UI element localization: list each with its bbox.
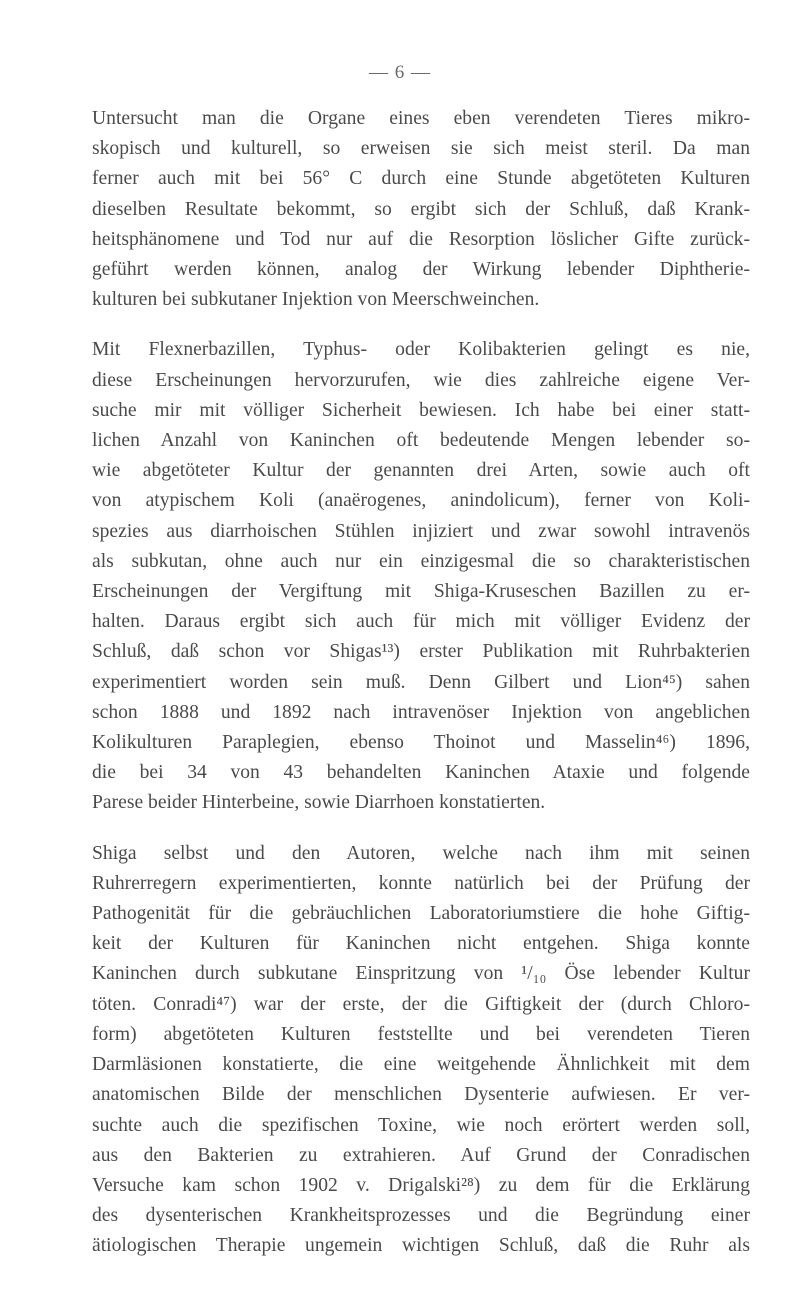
paragraph-1 — [68, 104, 750, 315]
paragraph-2 — [68, 335, 750, 818]
text-line: des dysenterischen Krankheitsprozesses und die Begründung einer — [92, 1205, 750, 1227]
text-line: von atypischem Koli (anaërogenes, anindolicum), ferner von Koli- — [92, 490, 750, 512]
body-text — [68, 104, 750, 1262]
text-line: lichen Anzahl von Kaninchen oft bedeutende Mengen lebender so- — [92, 430, 750, 452]
text-line: ferner auch mit bei 56° C durch eine Stunde abgetöteten Kulturen — [92, 168, 750, 190]
text-line: experimentiert worden sein muß. Denn Gilbert und Lion⁴⁵) sahen — [92, 671, 750, 693]
text-line: geführt werden können, analog der Wirkung lebender Diphtherie- — [92, 259, 750, 281]
text-line: als subkutan, ohne auch nur ein einzigesmal die so charakteristischen — [92, 550, 750, 572]
text-line: keit der Kulturen für Kaninchen nicht entgehen. Shiga konnte — [92, 933, 750, 955]
text-line: Erscheinungen der Vergiftung mit Shiga-Kruseschen Bazillen zu er- — [92, 581, 750, 603]
text-line: suche mir mit völliger Sicherheit bewiesen. Ich habe bei einer statt- — [92, 399, 750, 421]
text-line: Kolikulturen Paraplegien, ebenso Thoinot und Masselin⁴⁶) 1896, — [92, 732, 750, 754]
text-line: Versuche kam schon 1902 v. Drigalski²⁸) zu dem für die Erklärung — [92, 1174, 750, 1196]
text-line: töten. Conradi⁴⁷) war der erste, der die Giftigkeit der (durch Chloro- — [92, 993, 750, 1015]
text-line: ätiologischen Therapie ungemein wichtigen Schluß, daß die Ruhr als — [92, 1235, 750, 1257]
text-line: Darmläsionen konstatierte, die eine weitgehende Ähnlichkeit mit dem — [92, 1054, 750, 1076]
page-number: — 6 — — [369, 62, 431, 83]
text-line: skopisch und kulturell, so erweisen sie sich meist steril. Da man — [92, 138, 750, 160]
text-line: Shiga selbst und den Autoren, welche nach ihm mit seinen — [92, 842, 750, 864]
text-line: anatomischen Bilde der menschlichen Dysenterie aufwiesen. Er ver- — [92, 1084, 750, 1106]
text-line: diese Erscheinungen hervorzurufen, wie dies zahlreiche eigene Ver- — [92, 369, 750, 391]
text-line: dieselben Resultate bekommt, so ergibt sich der Schluß, daß Krank- — [92, 198, 750, 220]
text-line: kulturen bei subkutaner Injektion von Meerschweinchen. — [92, 289, 540, 311]
text-line: wie abgetöteter Kultur der genannten drei Arten, sowie auch oft — [92, 460, 750, 482]
text-line: Parese beider Hinterbeine, sowie Diarrhoen konstatierten. — [92, 792, 546, 814]
text-line: form) abgetöteten Kulturen feststellte und bei verendeten Tieren — [92, 1023, 750, 1045]
text-line: halten. Daraus ergibt sich auch für mich mit völliger Evidenz der — [92, 611, 750, 633]
text-line: Pathogenität für die gebräuchlichen Laboratoriumstiere die hohe Giftig- — [92, 903, 750, 925]
text-line: schon 1888 und 1892 nach intravenöser Injektion von angeblichen — [92, 701, 750, 723]
text-line: aus den Bakterien zu extrahieren. Auf Grund der Conradischen — [92, 1144, 750, 1166]
text-line: Ruhrerregern experimentierten, konnte natürlich bei der Prüfung der — [92, 872, 750, 894]
paragraph-3 — [68, 839, 750, 1262]
text-line: Schluß, daß schon vor Shigas¹³) erster Publikation mit Ruhrbakterien — [92, 641, 750, 663]
text-line: die bei 34 von 43 behandelten Kaninchen Ataxie und folgende — [92, 762, 750, 784]
text-line: spezies aus diarrhoischen Stühlen injiziert und zwar sowohl intravenös — [92, 520, 750, 542]
text-line: suchte auch die spezifischen Toxine, wie noch erörtert werden soll, — [92, 1114, 750, 1136]
text-line: Mit Flexnerbazillen, Typhus- oder Kolibakterien gelingt es nie, — [92, 339, 750, 361]
text-line: Untersucht man die Organe eines eben verendeten Tieres mikro- — [92, 108, 750, 129]
text-line: Kaninchen durch subkutane Einspritzung von ¹/₁₀ Öse lebender Kultur — [92, 963, 750, 985]
text-line: heitsphänomene und Tod nur auf die Resorption löslicher Gifte zurück- — [92, 228, 750, 250]
